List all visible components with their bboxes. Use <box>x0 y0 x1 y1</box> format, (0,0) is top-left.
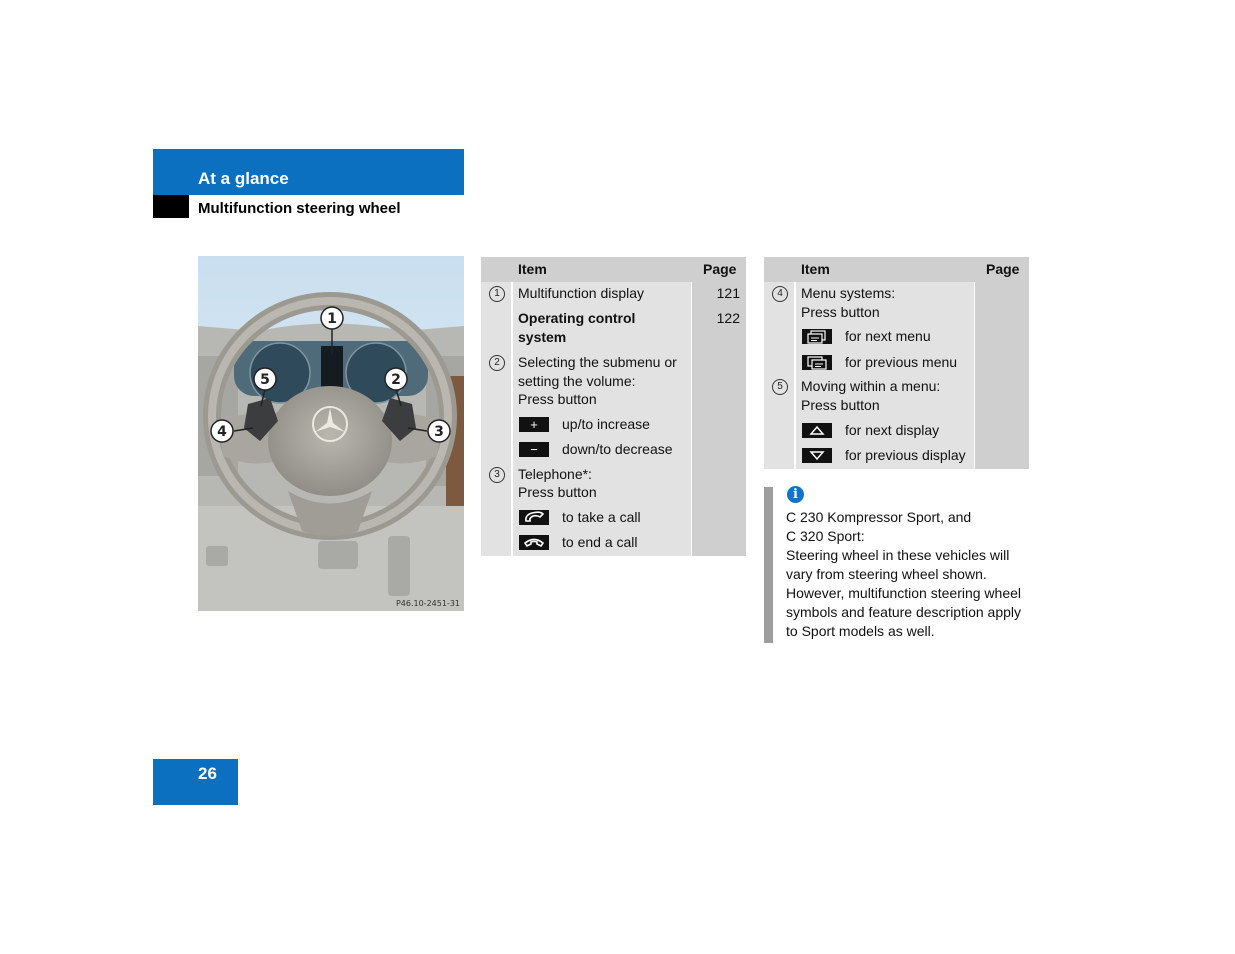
row-text: Selecting the submenu or setting the volume: <box>518 354 677 389</box>
col-page-header: Page <box>703 261 737 277</box>
row-text: to take a call <box>562 509 641 525</box>
note-line: to Sport models as well. <box>786 623 935 639</box>
info-icon: i <box>787 486 804 503</box>
svg-text:5: 5 <box>260 372 270 388</box>
note-text <box>786 508 1034 641</box>
row-text: for previous menu <box>845 354 958 370</box>
table-header <box>764 257 1029 282</box>
col-item-header: Item <box>801 261 830 277</box>
item-number: 1 <box>489 286 505 302</box>
row-text: Press button <box>801 304 880 320</box>
row-text: for previous display <box>845 447 966 463</box>
page-number-box <box>153 759 238 805</box>
subsection-marker <box>153 195 189 218</box>
down-arrow-icon <box>802 448 832 463</box>
table-header <box>481 257 746 282</box>
row-text: Menu systems: <box>801 285 896 301</box>
page-ref: 121 <box>716 285 740 301</box>
svg-text:4: 4 <box>217 424 227 440</box>
row-text: Multifunction display <box>518 285 645 301</box>
note-line: However, multifunction steering wheel <box>786 585 1022 601</box>
row-text: Operating control system <box>518 310 636 345</box>
row-text: for next display <box>845 422 940 438</box>
row-text: up/to increase <box>562 416 650 432</box>
row-text: for next menu <box>845 328 931 344</box>
note-line: Steering wheel in these vehicles will <box>786 547 1010 563</box>
note-line: C 230 Kompressor Sport, and <box>786 509 972 525</box>
item-number: 4 <box>772 286 788 302</box>
item-number: 5 <box>772 379 788 395</box>
end-call-icon <box>519 535 549 550</box>
row-text: down/to decrease <box>562 441 673 457</box>
svg-text:1: 1 <box>327 311 337 327</box>
page-ref: 122 <box>716 310 740 326</box>
row-text: Press button <box>518 484 597 500</box>
previous-menu-icon <box>802 355 832 370</box>
row-text: Press button <box>801 397 880 413</box>
svg-text:2: 2 <box>391 372 401 388</box>
col-item-header: Item <box>518 261 547 277</box>
figure-code: P46.10-2451-31 <box>395 599 460 608</box>
note-line: symbols and feature description apply <box>786 604 1022 620</box>
item-number: 3 <box>489 467 505 483</box>
page-number: 26 <box>198 764 217 783</box>
row-text: Telephone*: <box>518 466 592 482</box>
subsection-title: Multifunction steering wheel <box>198 200 401 217</box>
note-line: vary from steering wheel shown. <box>786 566 987 582</box>
next-menu-icon <box>802 329 832 344</box>
row-text: Moving within a menu: <box>801 378 941 394</box>
take-call-icon <box>519 510 549 525</box>
row-text: Press button <box>518 391 597 407</box>
svg-text:3: 3 <box>434 424 444 440</box>
steering-wheel-illustration <box>198 256 464 611</box>
minus-key-icon: − <box>519 442 549 457</box>
plus-key-icon: + <box>519 417 549 432</box>
col-page-header: Page <box>986 261 1020 277</box>
item-number: 2 <box>489 355 505 371</box>
up-arrow-icon <box>802 423 832 438</box>
row-text: to end a call <box>562 534 638 550</box>
section-title: At a glance <box>198 169 289 188</box>
note-line: C 320 Sport: <box>786 528 865 544</box>
note-bar <box>764 487 773 643</box>
